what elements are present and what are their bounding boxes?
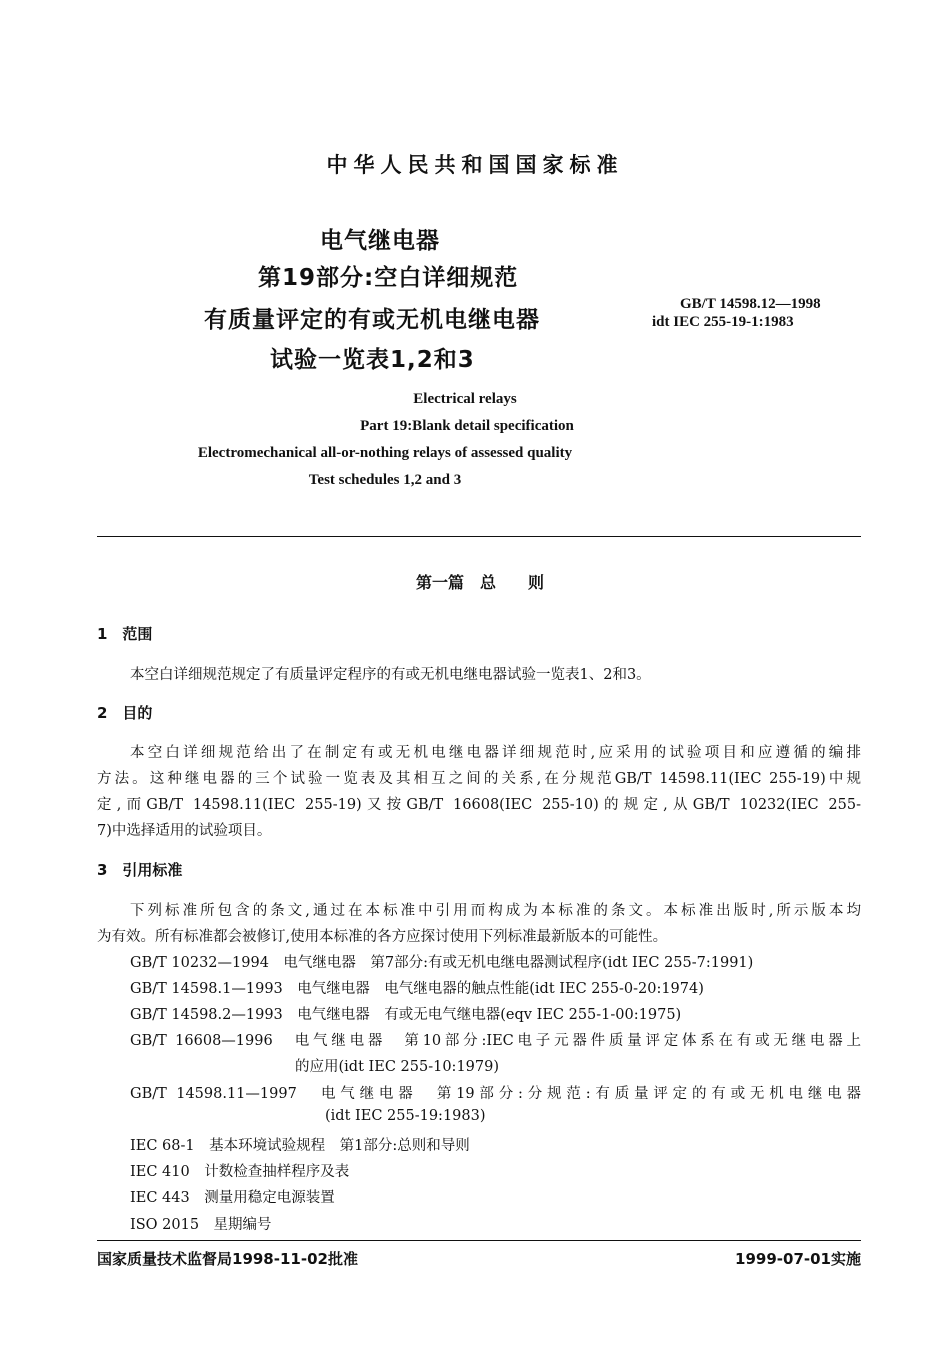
approval-date: 国家质量技术监督局1998-11-02批准 bbox=[97, 1250, 358, 1268]
title-en-line-1: Electrical relays bbox=[413, 391, 517, 407]
reference-item: IEC 410 计数检查抽样程序及表 bbox=[130, 1164, 350, 1180]
title-en-line-4: Test schedules 1,2 and 3 bbox=[308, 472, 462, 488]
reference-item: IEC 68-1 基本环境试验规程 第1部分:总则和导则 bbox=[130, 1138, 470, 1154]
standard-number: GB/T 14598.12—1998 bbox=[680, 296, 821, 312]
title-cn-line-4: 试验一览表1,2和3 bbox=[270, 347, 475, 373]
idt-reference: idt IEC 255-19-1:1983 bbox=[652, 314, 794, 330]
title-cn-line-1: 电气继电器 bbox=[320, 228, 440, 254]
reference-item: GB/T 14598.11—1997 电气继电器 第19部分:分规范:有质量评定的有或无机电继电器 bbox=[130, 1086, 861, 1102]
section-1-text: 本空白详细规范规定了有质量评定程序的有或无机电继电器试验一览表1、2和3。 bbox=[130, 667, 651, 683]
section-1-heading: 1 范围 bbox=[97, 625, 153, 643]
reference-item: GB/T 14598.1—1993 电气继电器 电气继电器的触点性能(idt IEC 255-0-20:1974) bbox=[130, 981, 704, 997]
title-cn-line-2: 第19部分:空白详细规范 bbox=[258, 265, 519, 291]
reference-item: GB/T 16608—1996 电气继电器 第10部分:IEC电子元器件质量评定体系在有或无继电器上 bbox=[130, 1033, 861, 1049]
implementation-date: 1999-07-01实施 bbox=[735, 1250, 861, 1268]
reference-item-continued: 的应用(idt IEC 255-10:1979) bbox=[295, 1059, 499, 1075]
reference-item: ISO 2015 星期编号 bbox=[130, 1217, 272, 1233]
section-2-line-4: 7)中选择适用的试验项目。 bbox=[97, 823, 272, 839]
part-title: 第一篇 总 则 bbox=[415, 573, 544, 592]
footer-rule bbox=[97, 1240, 861, 1241]
title-cn-line-3: 有质量评定的有或无机电继电器 bbox=[204, 307, 540, 333]
reference-item: IEC 443 测量用稳定电源装置 bbox=[130, 1190, 335, 1206]
section-2-line-2: 方法。这种继电器的三个试验一览表及其相互之间的关系,在分规范GB/T 14598.11(IEC 255-19)中规 bbox=[97, 771, 861, 787]
header-rule bbox=[97, 536, 861, 537]
section-3-heading: 3 引用标准 bbox=[97, 861, 183, 879]
reference-item: GB/T 10232—1994 电气继电器 第7部分:有或无机电继电器测试程序(idt IEC 255-7:1991) bbox=[130, 955, 754, 971]
section-2-line-1: 本空白详细规范给出了在制定有或无机电继电器详细规范时,应采用的试验项目和应遵循的编排 bbox=[130, 745, 861, 761]
section-3-line-1: 下列标准所包含的条文,通过在本标准中引用而构成为本标准的条文。本标准出版时,所示版本均 bbox=[130, 903, 861, 919]
section-2-line-3: 定,而GB/T 14598.11(IEC 255-19)又按GB/T 16608(IEC 255-10)的规定,从GB/T 10232(IEC 255- bbox=[97, 797, 861, 813]
reference-item: GB/T 14598.2—1993 电气继电器 有或无电气继电器(eqv IEC 255-1-00:1975) bbox=[130, 1007, 682, 1023]
section-3-line-2: 为有效。所有标准都会被修订,使用本标准的各方应探讨使用下列标准最新版本的可能性。 bbox=[97, 929, 668, 945]
title-en-line-2: Part 19:Blank detail specification bbox=[360, 418, 574, 434]
national-standard-title: 中华人民共和国国家标准 bbox=[326, 153, 624, 177]
section-2-heading: 2 目的 bbox=[97, 704, 153, 722]
title-en-line-3: Electromechanical all-or-nothing relays of assessed quality bbox=[197, 445, 573, 461]
reference-item-continued: (idt IEC 255-19:1983) bbox=[325, 1108, 486, 1124]
